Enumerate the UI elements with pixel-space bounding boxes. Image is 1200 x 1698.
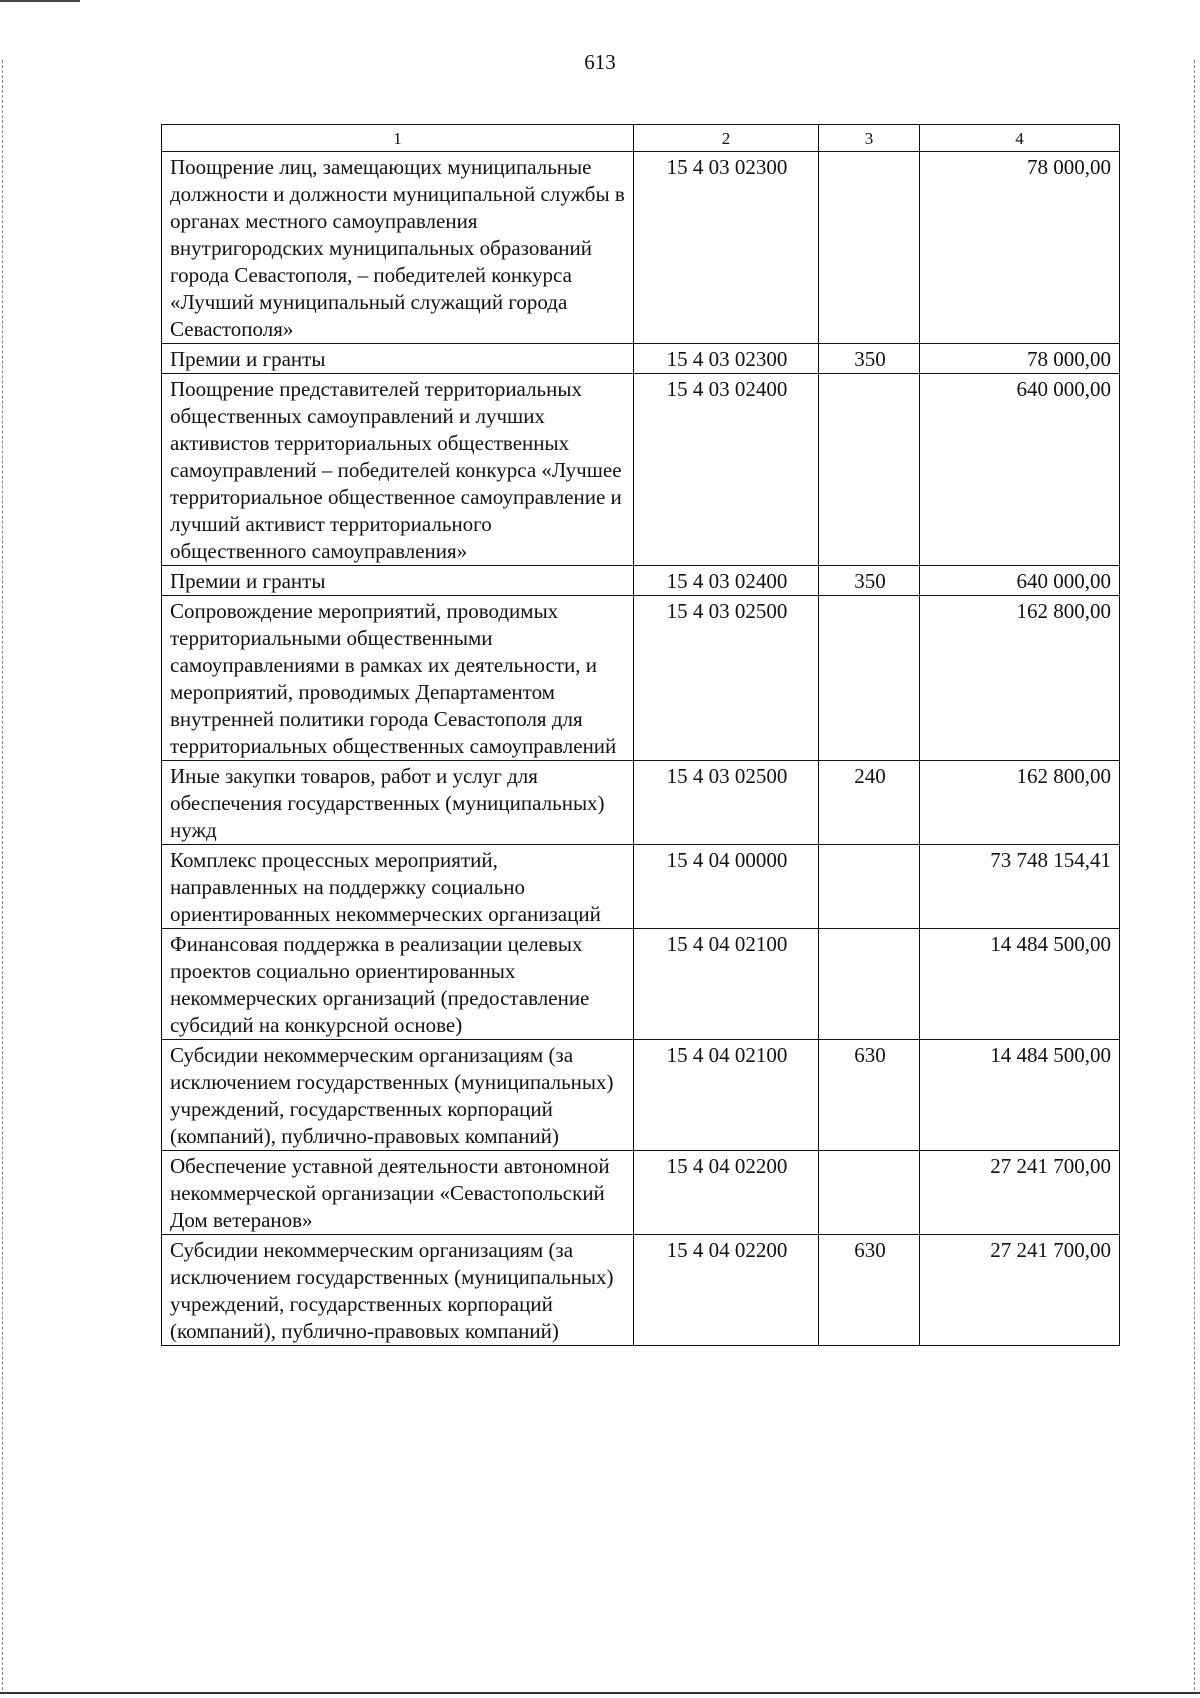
budget-table-body bbox=[162, 125, 1120, 1346]
table-row bbox=[162, 566, 1120, 596]
row-type-cell bbox=[819, 374, 920, 566]
row-type-cell: 350 bbox=[819, 344, 920, 374]
table-row bbox=[162, 152, 1120, 344]
row-code-cell: 15 4 03 02300 bbox=[634, 344, 819, 374]
table-row bbox=[162, 1040, 1120, 1151]
row-name-cell: Финансовая поддержка в реализации целевых проектов социально ориентированных некоммерческих организаций (предоставление субсидий на конкурсной основе) bbox=[162, 929, 634, 1040]
table-row bbox=[162, 1235, 1120, 1346]
row-name-cell: Поощрение лиц, замещающих муниципальные должности и должности муниципальной службы в органах местного самоуправления внутригородских муниципальных образований города Севастополя, – победителей конкурса «Лучший муниципальный служащий города Севастополя» bbox=[162, 152, 634, 344]
table-row bbox=[162, 1151, 1120, 1235]
column-header-4: 4 bbox=[920, 125, 1120, 152]
row-name-cell: Премии и гранты bbox=[162, 566, 634, 596]
row-sum-cell: 14 484 500,00 bbox=[920, 1040, 1120, 1151]
row-name-cell: Премии и гранты bbox=[162, 344, 634, 374]
row-sum-cell: 27 241 700,00 bbox=[920, 1235, 1120, 1346]
row-sum-cell: 73 748 154,41 bbox=[920, 845, 1120, 929]
row-type-cell bbox=[819, 929, 920, 1040]
table-row bbox=[162, 845, 1120, 929]
row-type-cell bbox=[819, 152, 920, 344]
row-type-cell bbox=[819, 1151, 920, 1235]
page-number: 613 bbox=[584, 50, 616, 74]
row-code-cell: 15 4 04 02200 bbox=[634, 1235, 819, 1346]
row-code-cell: 15 4 03 02500 bbox=[634, 761, 819, 845]
row-sum-cell: 640 000,00 bbox=[920, 374, 1120, 566]
column-header-3: 3 bbox=[819, 125, 920, 152]
column-header-2: 2 bbox=[634, 125, 819, 152]
row-code-cell: 15 4 03 02400 bbox=[634, 374, 819, 566]
row-name-cell: Обеспечение уставной деятельности автономной некоммерческой организации «Севастопольский Дом ветеранов» bbox=[162, 1151, 634, 1235]
row-name-cell: Поощрение представителей территориальных общественных самоуправлений и лучших активистов территориальных общественных самоуправлений – победителей конкурса «Лучшее территориальное общественное самоуправление и лучший активист территориального общественного самоуправления» bbox=[162, 374, 634, 566]
row-code-cell: 15 4 04 00000 bbox=[634, 845, 819, 929]
row-name-cell: Комплекс процессных мероприятий, направленных на поддержку социально ориентированных некоммерческих организаций bbox=[162, 845, 634, 929]
column-header-1: 1 bbox=[162, 125, 634, 152]
scan-border-mark bbox=[0, 0, 80, 2]
table-row bbox=[162, 761, 1120, 845]
row-code-cell: 15 4 03 02300 bbox=[634, 152, 819, 344]
row-name-cell: Субсидии некоммерческим организациям (за исключением государственных (муниципальных) учреждений, государственных корпораций (компаний), публично-правовых компаний) bbox=[162, 1040, 634, 1151]
row-sum-cell: 14 484 500,00 bbox=[920, 929, 1120, 1040]
row-name-cell: Сопровождение мероприятий, проводимых территориальными общественными самоуправлениями в рамках их деятельности, и мероприятий, проводимых Департаментом внутренней политики города Севастополя для территориальных общественных самоуправлений bbox=[162, 596, 634, 761]
table-row bbox=[162, 596, 1120, 761]
table-header-row bbox=[162, 125, 1120, 152]
row-sum-cell: 78 000,00 bbox=[920, 152, 1120, 344]
row-code-cell: 15 4 03 02500 bbox=[634, 596, 819, 761]
row-code-cell: 15 4 04 02200 bbox=[634, 1151, 819, 1235]
row-sum-cell: 162 800,00 bbox=[920, 761, 1120, 845]
budget-table bbox=[161, 124, 1120, 1346]
row-sum-cell: 640 000,00 bbox=[920, 566, 1120, 596]
row-type-cell: 630 bbox=[819, 1040, 920, 1151]
row-sum-cell: 78 000,00 bbox=[920, 344, 1120, 374]
table-row bbox=[162, 929, 1120, 1040]
scan-edge-left bbox=[2, 60, 4, 1690]
row-type-cell: 350 bbox=[819, 566, 920, 596]
scan-edge-bottom bbox=[0, 1692, 1200, 1695]
page-number-container bbox=[0, 50, 1200, 75]
table-row bbox=[162, 374, 1120, 566]
row-code-cell: 15 4 04 02100 bbox=[634, 1040, 819, 1151]
row-code-cell: 15 4 03 02400 bbox=[634, 566, 819, 596]
table-row bbox=[162, 344, 1120, 374]
row-type-cell: 630 bbox=[819, 1235, 920, 1346]
row-name-cell: Иные закупки товаров, работ и услуг для обеспечения государственных (муниципальных) нужд bbox=[162, 761, 634, 845]
row-code-cell: 15 4 04 02100 bbox=[634, 929, 819, 1040]
row-type-cell bbox=[819, 596, 920, 761]
row-name-cell: Субсидии некоммерческим организациям (за исключением государственных (муниципальных) учреждений, государственных корпораций (компаний), публично-правовых компаний) bbox=[162, 1235, 634, 1346]
row-sum-cell: 27 241 700,00 bbox=[920, 1151, 1120, 1235]
scan-edge-right bbox=[1194, 60, 1196, 1690]
row-sum-cell: 162 800,00 bbox=[920, 596, 1120, 761]
row-type-cell bbox=[819, 845, 920, 929]
row-type-cell: 240 bbox=[819, 761, 920, 845]
